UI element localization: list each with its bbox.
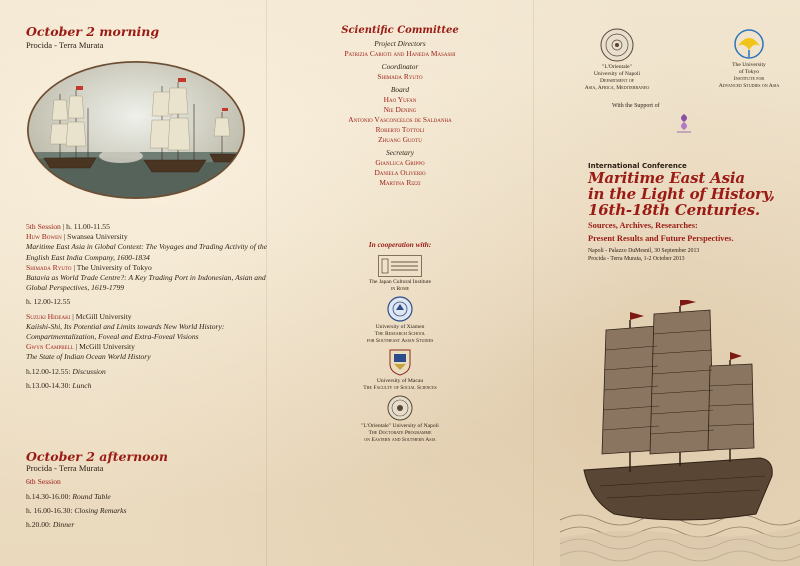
committee-title: Scientific Committee bbox=[341, 25, 459, 36]
session-5-time: h. 11.00-11.55 bbox=[66, 222, 110, 231]
conference-title-block bbox=[588, 162, 793, 263]
member-name: Nie Dening bbox=[383, 105, 417, 114]
role-label: Project Directors bbox=[374, 39, 426, 48]
scientific-committee bbox=[300, 26, 500, 188]
session-5-label: 5th Session bbox=[26, 222, 61, 231]
fold-line bbox=[533, 0, 534, 566]
afternoon-title: October 2 afternoon bbox=[26, 449, 168, 464]
speaker-affiliation: The University of Tokyo bbox=[76, 262, 152, 272]
member-name: Roberto Tottoli bbox=[375, 125, 425, 134]
member-name: Antonio Vasconcelos de Saldanha bbox=[348, 115, 452, 124]
member-name: Daniela Oliverio bbox=[374, 168, 426, 177]
tokyo-ginkgo-icon bbox=[732, 28, 766, 60]
tokyo-logo-block: The University of Tokyo Institute for Advanced Studies on Asia bbox=[705, 28, 793, 90]
member-name: Zhuang Guotu bbox=[378, 135, 422, 144]
partner-japan-institute: The Japan Cultural Institute in Rome bbox=[330, 255, 470, 293]
support-label: With the Support of bbox=[612, 103, 660, 109]
role-label: Board bbox=[390, 85, 410, 94]
schedule-item: h.20.00: Dinner bbox=[26, 520, 75, 530]
conference-title-line2: in the Light of History, bbox=[588, 185, 775, 203]
talk-title: Kaiishi-Shi, Its Potential and Limits towards New World History: Compartmentalization, Foveal and Extra-Foveal Visions bbox=[26, 321, 225, 342]
speaker-name: Huw Bowen bbox=[26, 232, 62, 242]
japan-institute-logo bbox=[378, 255, 422, 277]
speaker-name: Suzuki Hideaki bbox=[26, 311, 71, 321]
speaker-name: Gwyn Campbell bbox=[26, 342, 74, 352]
speaker-affiliation: Swansea University bbox=[67, 232, 128, 242]
afternoon-program bbox=[26, 449, 271, 530]
partner-xiamen: University of Xiamen The Research School for Southeast Asian Studies bbox=[330, 296, 470, 345]
speaker-affiliation: McGill University bbox=[75, 311, 132, 321]
morning-header bbox=[26, 24, 271, 50]
talk-item: Suzuki Hideaki | McGill University Kaiishi-Shi, Its Potential and Limits towards New World History: Compartmentalization, Foveal and Extra-Foveal Visions bbox=[26, 312, 271, 343]
discussion-line: h.12.00-12.55: Discussion bbox=[26, 366, 106, 376]
session-6-label: 6th Session bbox=[26, 477, 61, 487]
junk-ship-illustration bbox=[560, 300, 800, 566]
conference-label: International Conference bbox=[588, 162, 687, 170]
session-5-line: 5th Session | h. 11.00-11.55 bbox=[26, 222, 110, 231]
conference-subtitle-line1: Sources, Archives, Researches: bbox=[588, 221, 698, 230]
talk-item: Shimada Ryuto | The University of Tokyo Batavia as World Trade Centre?: A Key Trading Port in Indonesian, Asian and Global Perspectives, 1619-1799 bbox=[26, 263, 271, 294]
lunch-line: h.13.00-14.30: Lunch bbox=[26, 380, 92, 390]
cooperation-title: In cooperation with: bbox=[368, 240, 432, 249]
mid-time: h. 12.00-12.55 bbox=[26, 297, 71, 307]
xiamen-seal-icon bbox=[387, 296, 413, 322]
orientale-logo-block: "L'Orientale" University of Napoli Department of Asia, Africa, Mediterraneo bbox=[577, 28, 657, 92]
morning-place: Procida - Terra Murata bbox=[26, 40, 104, 50]
macau-crest-icon bbox=[388, 348, 412, 376]
cooperation-section bbox=[330, 240, 470, 444]
orientale-seal-icon bbox=[600, 28, 634, 62]
schedule-item: h. 16.00-16.30: Closing Remarks bbox=[26, 505, 127, 515]
member-name: Patrizia Carioti and Haneda Masashi bbox=[344, 49, 456, 58]
talk-title: Maritime East Asia in Global Context: The Voyages and Trading Activity of the English East India Company, 1600-1834 bbox=[26, 242, 268, 262]
conference-title-line1: Maritime East Asia bbox=[588, 169, 745, 187]
member-name: Hao Yufan bbox=[383, 95, 417, 104]
role-label: Coordinator bbox=[381, 62, 419, 71]
japan-foundation-logo bbox=[674, 112, 694, 134]
conference-date-2: Procida - Terra Murata, 1-2 October 2013 bbox=[588, 255, 685, 262]
partner-orientale: "L'Orientale" University of Napoli The Doctorate Programme on Eastern and Southern Asia bbox=[330, 395, 470, 444]
member-name: Gianluca Grippo bbox=[375, 158, 425, 167]
ships-painting bbox=[26, 60, 246, 200]
orientale-seal-icon bbox=[387, 395, 413, 421]
conference-title-line3: 16th-18th Centuries. bbox=[588, 201, 760, 219]
speaker-name: Shimada Ryuto bbox=[26, 262, 72, 272]
role-label: Secretary bbox=[385, 148, 415, 157]
schedule-item: h.14.30-16.00: Round Table bbox=[26, 491, 111, 501]
support-block bbox=[612, 103, 694, 134]
morning-program bbox=[26, 222, 271, 391]
afternoon-place: Procida - Terra Murata bbox=[26, 463, 104, 474]
talk-item: Huw Bowen | Swansea University Maritime East Asia in Global Context: The Voyages and Trading Activity of the English East India Company, 1600-1834 bbox=[26, 232, 271, 263]
conference-subtitle-line2: Present Results and Future Perspectives. bbox=[588, 233, 734, 243]
morning-title: October 2 morning bbox=[26, 24, 160, 39]
member-name: Martina Rizzi bbox=[379, 178, 421, 187]
talk-item: Gwyn Campbell | McGill University The State of Indian Ocean World History bbox=[26, 342, 271, 362]
partner-macau: University of Macau The Faculty of Social Sciences bbox=[330, 348, 470, 392]
speaker-affiliation: McGill University bbox=[79, 342, 135, 352]
talk-title: The State of Indian Ocean World History bbox=[26, 352, 151, 362]
member-name: Shimada Ryuto bbox=[377, 72, 423, 81]
conference-date-1: Napoli - Palazzo DuMesnil, 30 September 2013 bbox=[588, 248, 700, 254]
talk-title: Batavia as World Trade Centre?: A Key Trading Port in Indonesian, Asian and Global Perspectives, 1619-1799 bbox=[26, 273, 266, 293]
